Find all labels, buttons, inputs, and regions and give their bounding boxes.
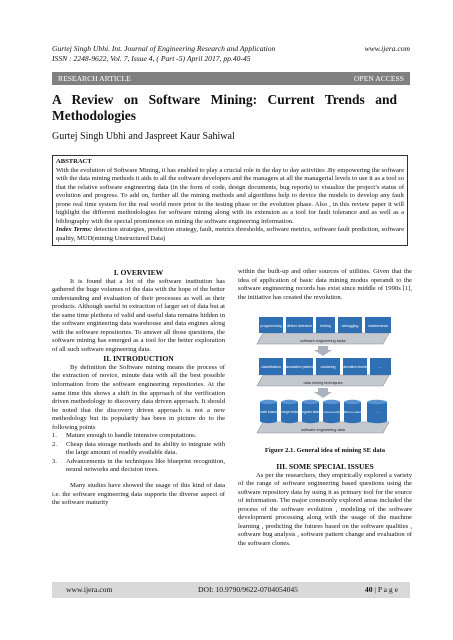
- page-footer: [52, 582, 410, 598]
- paper-authors: Gurtej Singh Ubhi and Jaspreet Kaur Sahiwal: [52, 131, 235, 142]
- data-label: program states: [299, 410, 322, 414]
- data-layer-label: software engineering data: [301, 428, 345, 432]
- task-label: defect detection: [286, 324, 313, 328]
- left-column: [52, 268, 225, 508]
- issn-line: ISSN : 2248-9622, Vol. 7, Issue 4, ( Part -5) April 2017, pp.40-45: [52, 54, 251, 63]
- page-number: 40 | P a g e: [364, 585, 398, 594]
- section-1-heading: I. OVERVIEW: [113, 268, 164, 277]
- technique-label: association/ patterns: [284, 365, 315, 369]
- figure-se-mining: [255, 309, 395, 442]
- data-label: code bases: [260, 410, 277, 414]
- index-terms-label: Index Terms:: [56, 226, 93, 234]
- research-article-label: RESEARCH ARTICLE: [58, 74, 131, 83]
- task-label: programming: [260, 324, 282, 328]
- list-item: 1. Mature enough to handle intensive computations.: [52, 432, 197, 440]
- section-3-body: As per the researchers, they empirically explored a variety of the range of software engineering based questions using the software repository data by using it as primary tool for the source of information. The major commonly explored areas included the process of the software evolution , modeling of the software development processing along with the usage of the machine learning , predicting the futures based on the software qualities , software bug analysis , software pattern change and evaluation of the software clones.: [238, 471, 412, 547]
- journal-header: [52, 44, 410, 64]
- open-access-label: OPEN ACCESS: [353, 74, 404, 83]
- abstract-heading: ABSTRACT: [56, 158, 92, 165]
- abstract-box: [52, 155, 408, 246]
- task-label: debugging: [341, 324, 359, 328]
- abstract-body: With the evolution of Software Mining, it has enabled to play a crucial role in the day to day activities .By empowering the software with the data mining methods it aids to all the software developers and the managers at all the managerial levels to use it as a tool so that the relative software engineering data (in the form of code, design documents, bug reports) to visualize the project’s status of evolution and progress. To add on, further all the mining methods and algorithms help to device the models to develop any fault prone real time system for the real world more prior to the testing phase or the evolution phase. Also , in this review paper it will highlight the different methodologies for software mining along with its extension as a tool for fault tolerance and as well as a bibliography with the special prominence on mining the software engineering information.: [56, 166, 404, 225]
- article-type-banner: [52, 72, 410, 85]
- journal-website[interactable]: www.ijera.com: [364, 44, 410, 53]
- index-terms-text: detection strategies, prediction strategy, fault, metrics thresholds, software metrics, software fault prediction, software quality, MUD(mining Unstructured Data): [56, 226, 404, 242]
- right-column-top: [238, 268, 412, 302]
- section-2-closing: Many studies have showed the usage of this kind of data i.e. the software engineering data supports the diverse aspect of the software maturity: [52, 482, 225, 507]
- data-label: BE bun-base: [343, 410, 362, 414]
- figure-diagram: [255, 309, 395, 442]
- technique-label: classification: [261, 365, 281, 369]
- data-label: structural entities: [319, 410, 344, 414]
- right-column-bottom: [238, 462, 412, 548]
- index-terms: [56, 226, 404, 243]
- down-arrow-icon: [314, 346, 332, 356]
- list-item: 2. Cheap data storage methods and its ability to integrate with the large amount of readily available data.: [52, 440, 225, 457]
- tasks-layer-label: software engineering tasks: [300, 339, 346, 343]
- figure-caption: Figure 2.1. General idea of mining SE data: [264, 447, 386, 454]
- section-2-body: By definition the Software mining means the process of the extraction of novice, minute data with all the best possible information from the software engineering repositories. At the same time this shows a shift in the approach of the verification driven methodology to discovery data driven approach. It should be noted that the discovery driven approach is not a new methodology but its popularity has been in picture do to the following points: [52, 363, 225, 431]
- data-label: change history: [278, 410, 301, 414]
- technique-label: clustering: [320, 365, 336, 369]
- continuation-paragraph: within the built-up and other sources of utilities. Given that the idea of application of basic data mining modus operandi to the software engineering records has exist since middle of 1990s [1], the initiative has created the revolution.: [238, 268, 412, 301]
- technique-label: automation learning: [341, 365, 369, 369]
- data-label: ...: [375, 409, 379, 414]
- techniques-layer-label: data mining techniques: [303, 381, 343, 385]
- section-3-heading: III. SOME SPECIAL ISSUES: [276, 462, 374, 471]
- journal-name: Gurtej Singh Ubhi. Int. Journal of Engineering Research and Application: [52, 44, 276, 53]
- technique-label: ...: [378, 364, 383, 369]
- section-2-heading: II. INTRODUCTION: [103, 354, 174, 364]
- paper-title: A Review on Software Mining: Current Trends and Methodologies: [52, 92, 397, 123]
- down-arrow-icon: [314, 388, 332, 398]
- task-label: testing: [320, 324, 331, 328]
- footer-website[interactable]: www.ijera.com: [66, 585, 113, 594]
- section-1-body: It is found that a lot of the software institution has gathered the huge volumes of the data with the hope of the better understanding and evaluation of their processes as well as their products. Although useful in extraction of larger set of data but at the same time plethora of valid and useful data remains hidden in the software engineering data warehouse and data engines along with the software repositories. To answer all those questions, the software mining has emerged as a tool for the better exploration of all such software engineering data.: [52, 277, 225, 353]
- footer-doi[interactable]: DOI: 10.9790/9622-0704054045: [198, 585, 298, 594]
- task-label: maintenance: [367, 324, 389, 328]
- list-item: 3. Advancements in the techniques like blueprint recognition, neural networks and decision trees.: [52, 457, 225, 474]
